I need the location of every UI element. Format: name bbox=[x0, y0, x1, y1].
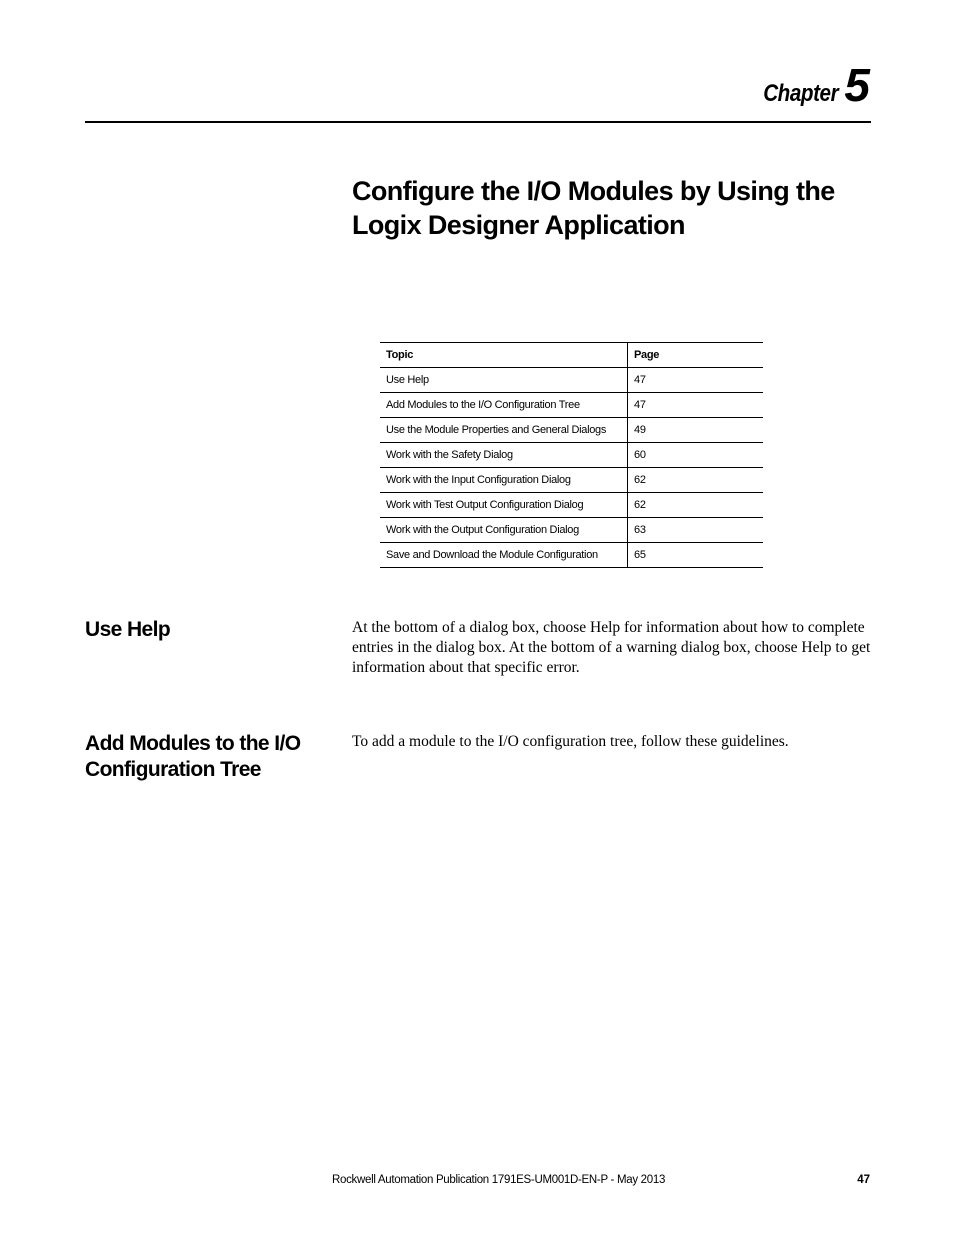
topic-table bbox=[380, 342, 763, 568]
topic-cell: Use the Module Properties and General Dialogs bbox=[380, 418, 628, 443]
table-row bbox=[380, 443, 763, 468]
table-row bbox=[380, 543, 763, 568]
chapter-number: 5 bbox=[844, 59, 870, 111]
table-row bbox=[380, 418, 763, 443]
page-cell: 60 bbox=[628, 443, 764, 468]
section-body-use-help: At the bottom of a dialog box, choose Help for information about how to complete entries in the dialog box. At the bottom of a warning dialog box, choose Help to get information about that specific error. bbox=[352, 619, 871, 676]
page-column-header: Page bbox=[628, 343, 764, 368]
topic-cell: Add Modules to the I/O Configuration Tree bbox=[380, 393, 628, 418]
page-cell: 62 bbox=[628, 468, 764, 493]
page-cell: 65 bbox=[628, 543, 764, 568]
table-row bbox=[380, 468, 763, 493]
chapter-divider bbox=[85, 121, 871, 123]
footer-publication: Rockwell Automation Publication 1791ES-UM001D-EN-P - May 2013 bbox=[332, 1174, 666, 1186]
page-cell: 63 bbox=[628, 518, 764, 543]
topic-table-header bbox=[380, 343, 763, 368]
topic-cell: Work with Test Output Configuration Dialog bbox=[380, 493, 628, 518]
table-row bbox=[380, 393, 763, 418]
section-heading-use-help: Use Help bbox=[85, 618, 171, 641]
section-heading-add-modules: Add Modules to the I/O Configuration Tree bbox=[85, 732, 301, 781]
page-title: Configure the I/O Modules by Using the Logix Designer Application bbox=[352, 176, 835, 240]
topic-cell: Save and Download the Module Configuration bbox=[380, 543, 628, 568]
topic-cell: Work with the Safety Dialog bbox=[380, 443, 628, 468]
chapter-word: Chapter bbox=[763, 80, 839, 107]
footer-page-number: 47 bbox=[857, 1174, 870, 1186]
topic-cell: Work with the Output Configuration Dialog bbox=[380, 518, 628, 543]
topic-cell: Work with the Input Configuration Dialog bbox=[380, 468, 628, 493]
page-cell: 62 bbox=[628, 493, 764, 518]
topic-cell: Use Help bbox=[380, 368, 628, 393]
chapter-label bbox=[751, 59, 870, 111]
table-row bbox=[380, 518, 763, 543]
topic-column-header: Topic bbox=[380, 343, 628, 368]
page-cell: 47 bbox=[628, 368, 764, 393]
section-body-add-modules: To add a module to the I/O configuration tree, follow these guidelines. bbox=[352, 733, 789, 750]
page-cell: 47 bbox=[628, 393, 764, 418]
page-cell: 49 bbox=[628, 418, 764, 443]
table-row bbox=[380, 493, 763, 518]
table-row bbox=[380, 368, 763, 393]
